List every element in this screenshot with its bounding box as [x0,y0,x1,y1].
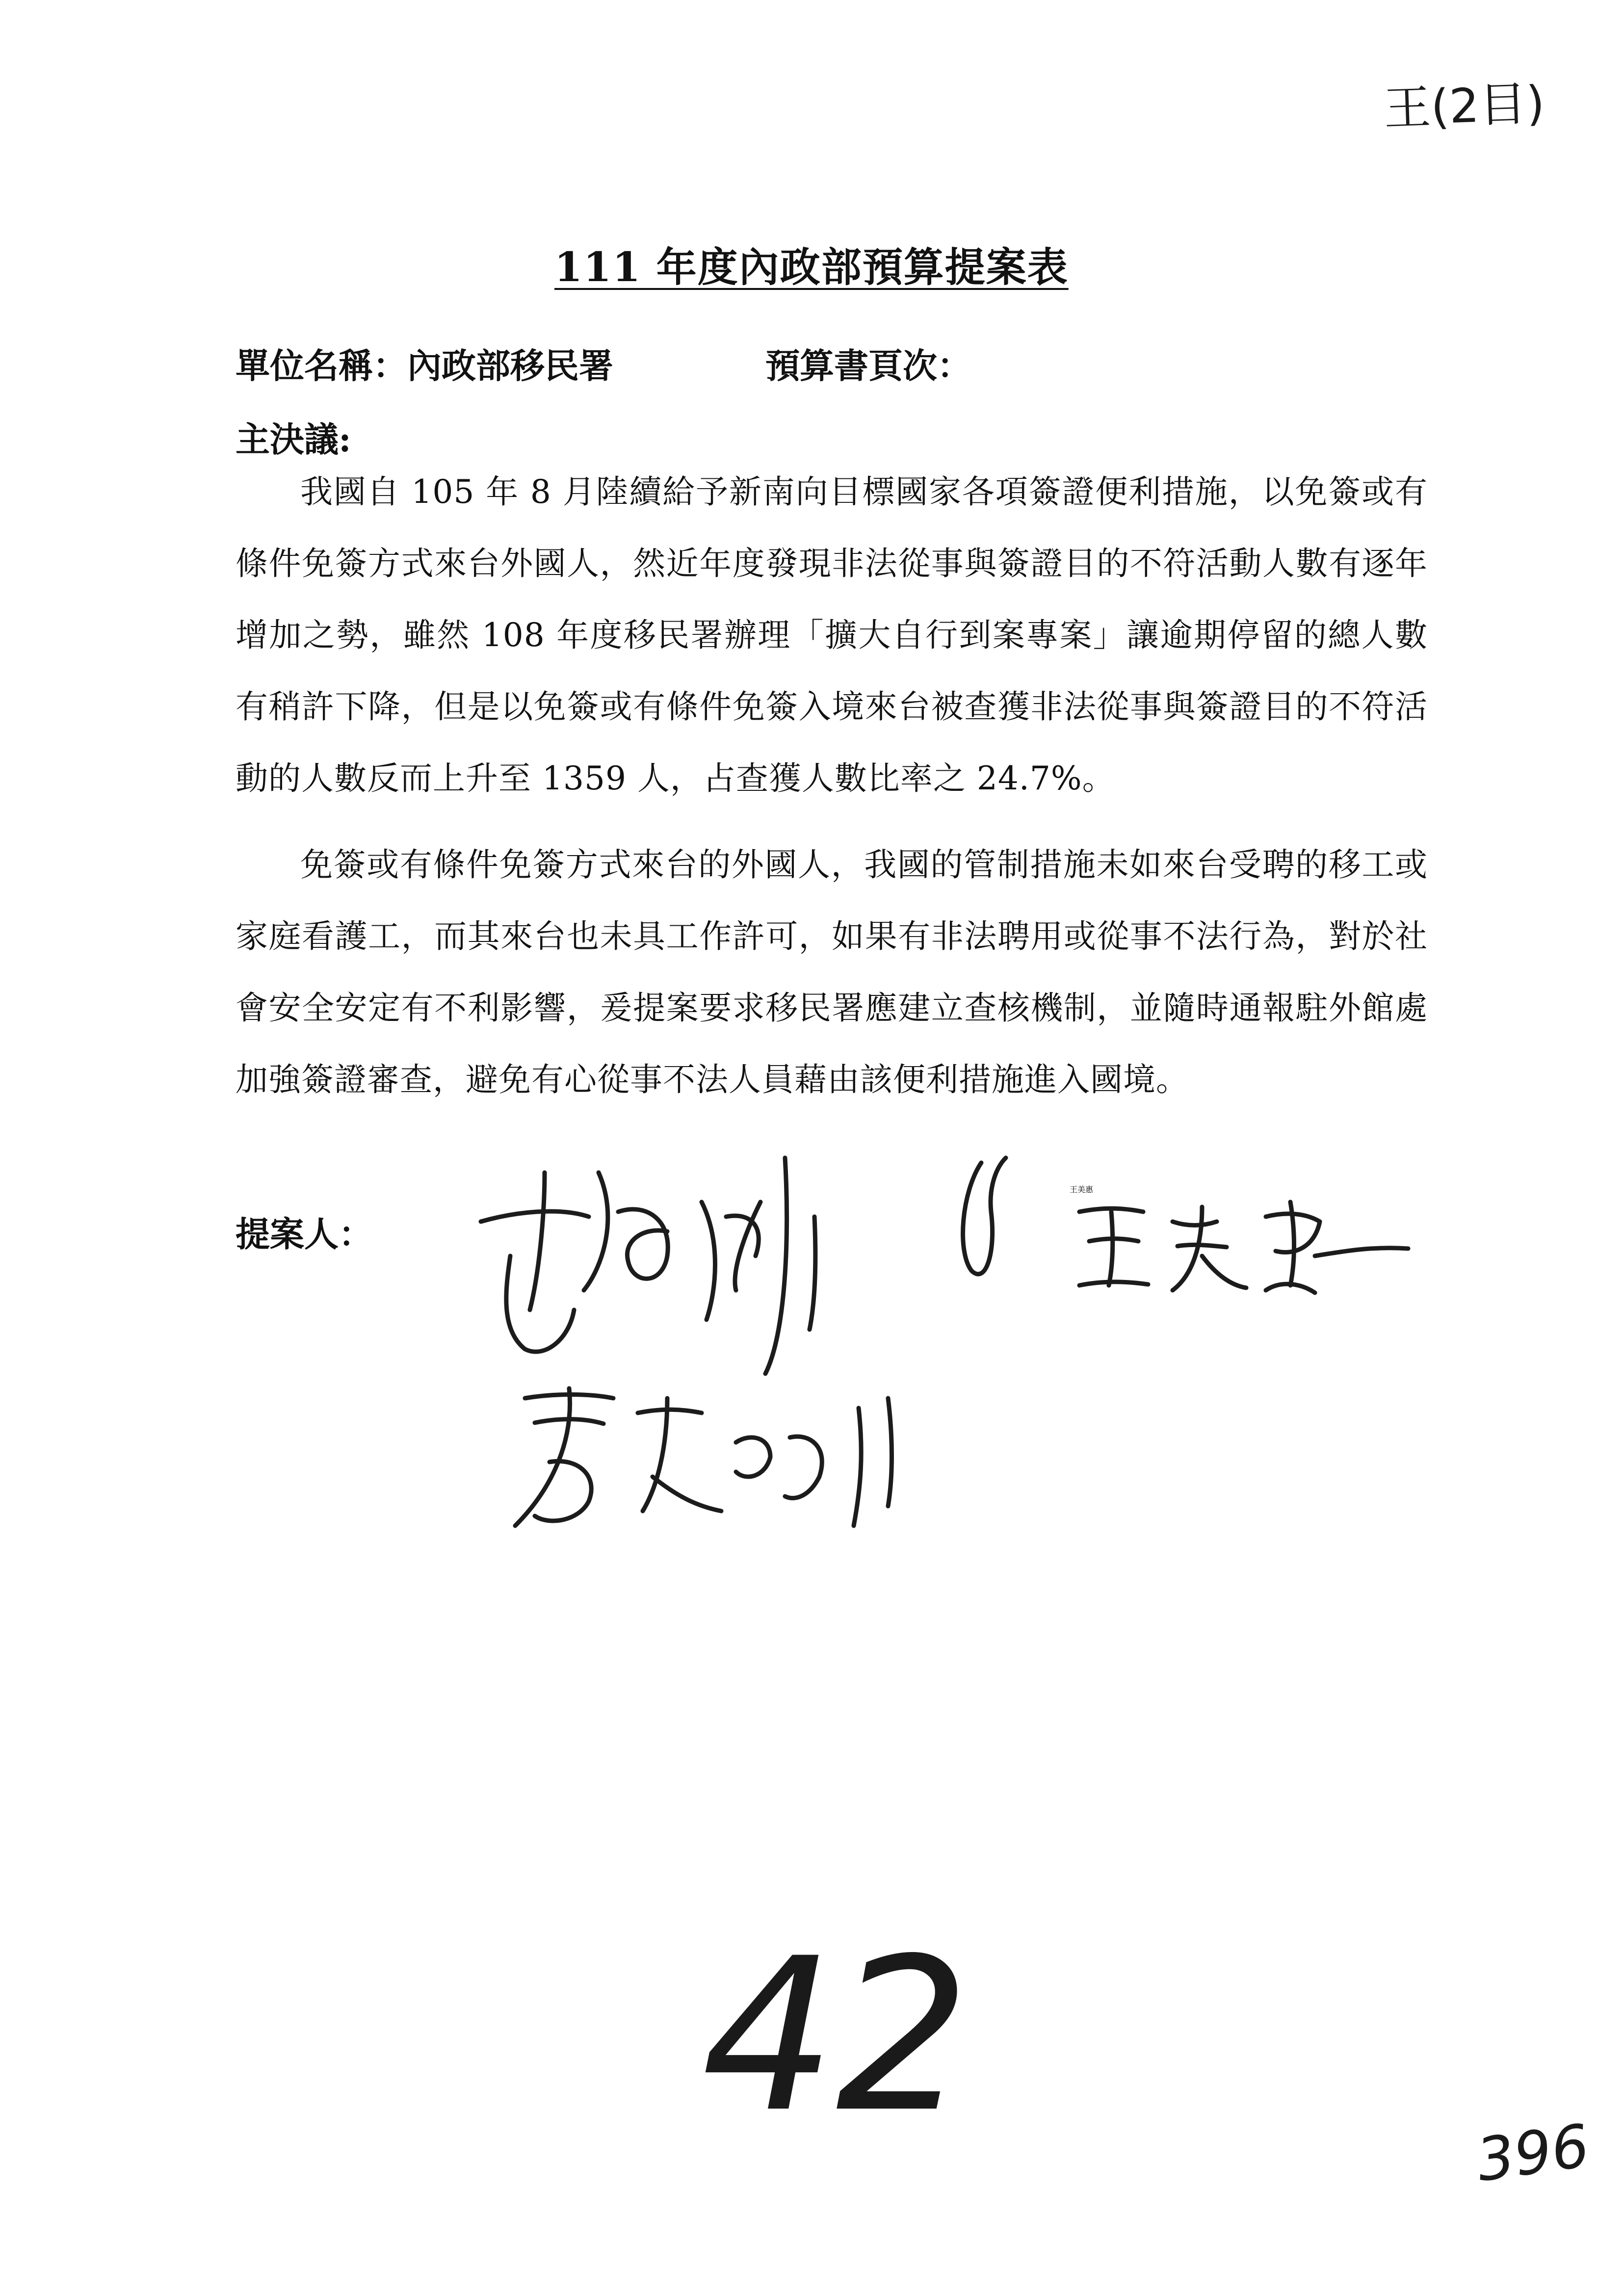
unit-name-value: 內政部移民署 [407,345,613,386]
document-title: 111 年度內政部預算提案表 [554,244,1069,291]
handwritten-corner-note: 王(2目) [1383,76,1546,136]
proposer-label: 提案人： [236,1214,373,1254]
unit-name-field [236,339,613,388]
resolution-paragraph-2: 免簽或有條件免簽方式來台的外國人，我國的管制措施未如來台受聘的移工或家庭看護工，而其來台也未具工作許可，如果有非法聘用或從事不法行為，對於社會安全安定有不利影響，爰提案要求移民署應建立查核機制，並隨時通報駐外館處加強簽證審查，避免有心從事不法人員藉由該便利措施進入國境。 [236,846,1428,1098]
main-resolution-label: 主決議: [236,419,351,460]
signature-scribble-3 [505,1379,908,1536]
budget-page-field [765,339,971,388]
resolution-paragraph-1: 我國自 105 年 8 月陸續給予新南向目標國家各項簽證便利措施，以免簽或有條件免簽方式來台外國人，然近年度發現非法從事與簽證目的不符活動人數有逐年增加之勢，雖然 108 年度移民署辦理「擴大自行到案專案」讓逾期停留的總人數有稍許下降，但是以免簽或有條件免簽入境來台被查獲非法從事與簽證目的不符活動的人數反而上升至 1359 人，占查獲人數比率之 24.7%。 [236,473,1428,797]
signature-scribble-2 [942,1153,1021,1310]
handwritten-number: 42 [702,1913,970,2159]
signature-scribble-1 [471,1143,962,1388]
unit-name-label: 單位名稱： [236,345,407,386]
page-number: 396 [1472,2112,1594,2195]
signature-wang-meihui [1070,1185,1413,1300]
signature-text: 王美惠 [1070,1185,1094,1194]
budget-page-label: 預算書頁次： [765,345,971,386]
